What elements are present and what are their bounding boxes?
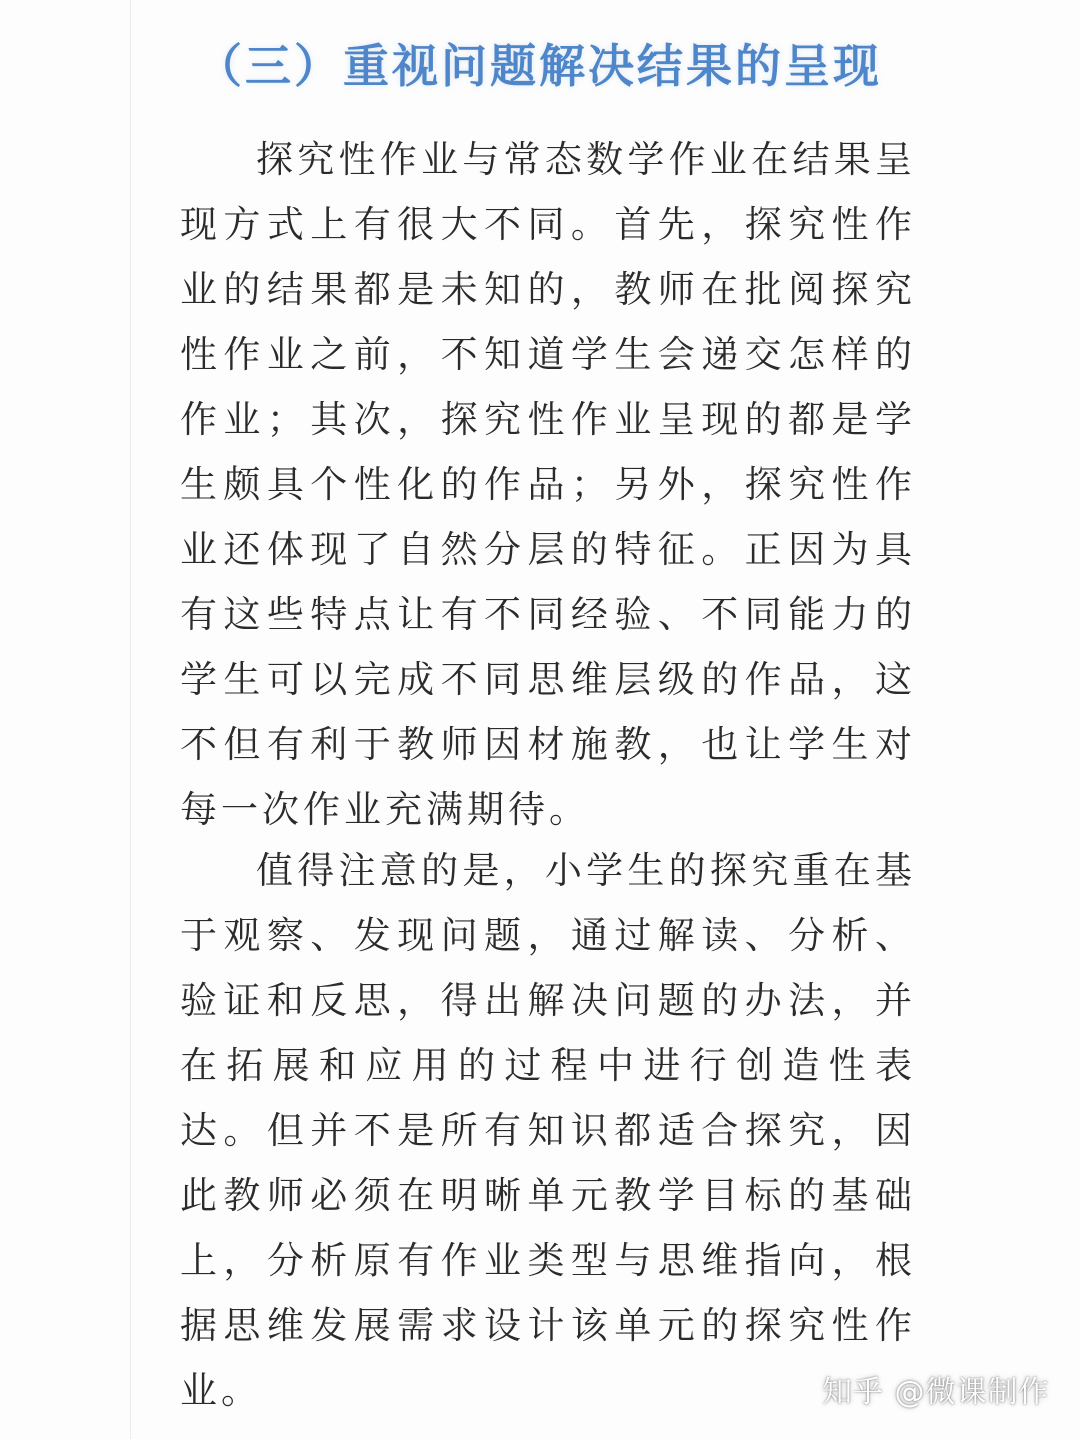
page-edge-divider <box>130 0 131 1439</box>
section-heading: （三）重视问题解决结果的呈现 <box>196 39 882 93</box>
body-paragraph-1: 探究性作业与常态数学作业在结果呈现方式上有很大不同。首先，探究性作业的结果都是未知的，教师在批阅探究性作业之前，不知道学生会递交怎样的作业；其次，探究性作业呈现的都是学生颇具个性化的作品；另外，探究性作业还体现了自然分层的特征。正因为具有这些特点让有不同经验、不同能力的学生可以完成不同思维层级的作品，这不但有利于教师因材施教，也让学生对每一次作业充满期待。 <box>180 138 916 831</box>
zhihu-watermark: 知乎 @微课制作 <box>822 1375 1050 1410</box>
body-paragraph-2: 值得注意的是，小学生的探究重在基于观察、发现问题，通过解读、分析、验证和反思，得出解决问题的办法，并在拓展和应用的过程中进行创造性表达。但并不是所有知识都适合探究，因此教师必须在明晰单元教学目标的基础上，分析原有作业类型与思维指向，根据思维发展需求设计该单元的探究性作业。 <box>180 849 916 1412</box>
